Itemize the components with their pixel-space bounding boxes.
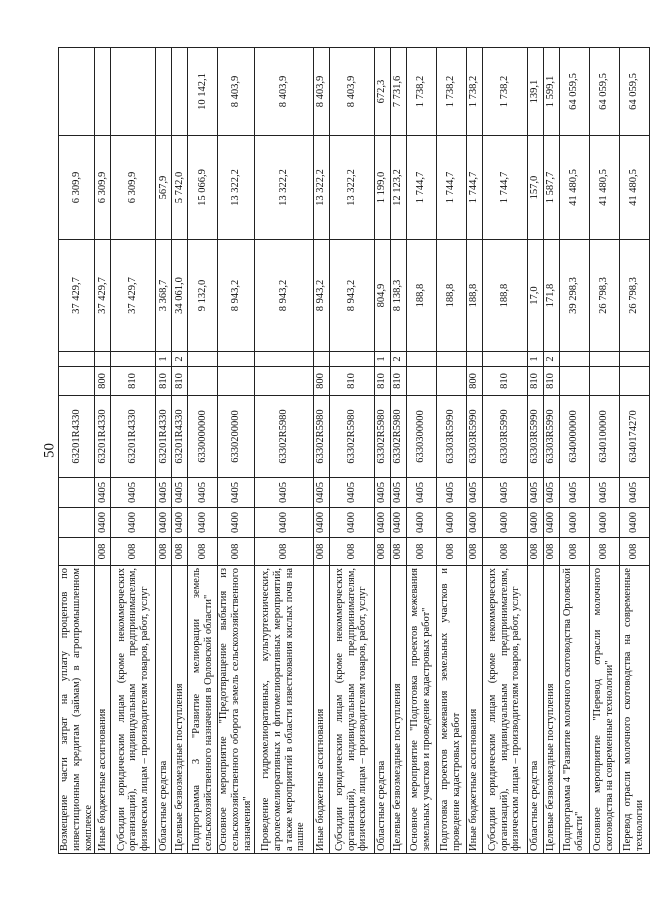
target-article-cell: 63302R5980 xyxy=(390,396,406,478)
row-name-cell: Основное мероприятие "Подготовка проектов межевания земельных участков и проведение кадастровых работ" xyxy=(406,566,436,854)
expense-type-cell: 810 xyxy=(111,367,156,396)
target-article-cell: 63303R5990 xyxy=(482,396,527,478)
target-article-cell: 63201R4330 xyxy=(111,396,156,478)
subsection-code-cell: 0405 xyxy=(589,478,619,508)
amount-year3-cell: 8 403,9 xyxy=(218,48,254,136)
expense-type-cell: 810 xyxy=(172,367,188,396)
amount-year1-cell: 39 298,3 xyxy=(559,240,589,352)
amount-year3-cell: 7 731,6 xyxy=(390,48,406,136)
funding-source-cell xyxy=(466,352,482,367)
target-article-cell: 63302R5980 xyxy=(254,396,313,478)
amount-year1-cell: 26 798,3 xyxy=(619,240,649,352)
funding-source-cell xyxy=(254,352,313,367)
amount-year2-cell: 41 480,5 xyxy=(619,136,649,240)
amount-year3-cell: 1 738,2 xyxy=(436,48,466,136)
target-article-cell: 6340100000 xyxy=(589,396,619,478)
funding-source-cell: 2 xyxy=(172,352,188,367)
ministry-code-cell: 008 xyxy=(188,538,218,566)
amount-year2-cell: 567,9 xyxy=(156,136,172,240)
section-code-cell: 0400 xyxy=(406,508,436,538)
funding-source-cell: 1 xyxy=(156,352,172,367)
table-row xyxy=(254,48,313,854)
subsection-code-cell: 0405 xyxy=(111,478,156,508)
expense-type-cell: 810 xyxy=(374,367,390,396)
ministry-code-cell: 008 xyxy=(619,538,649,566)
table-row xyxy=(95,48,111,854)
amount-year3-cell: 64 059,5 xyxy=(589,48,619,136)
target-article-cell: 6340000000 xyxy=(559,396,589,478)
subsection-code-cell: 0405 xyxy=(466,478,482,508)
table-row xyxy=(482,48,527,854)
row-name-cell: Целевые безвозмездные поступления xyxy=(543,566,559,854)
subsection-code-cell: 0405 xyxy=(313,478,329,508)
table-row xyxy=(59,48,95,854)
section-code-cell: 0400 xyxy=(95,508,111,538)
expense-type-cell: 810 xyxy=(482,367,527,396)
amount-year1-cell: 34 061,0 xyxy=(172,240,188,352)
table-row xyxy=(313,48,329,854)
row-name-cell: Областные средства xyxy=(527,566,543,854)
target-article-cell: 63303R5990 xyxy=(436,396,466,478)
subsection-code-cell: 0405 xyxy=(543,478,559,508)
ministry-code-cell: 008 xyxy=(482,538,527,566)
row-name-cell: Возмещение части затрат на уплату процентов по инвестиционным кредитам (займам) в агропромышленном комплексе xyxy=(59,566,95,854)
section-code-cell: 0400 xyxy=(527,508,543,538)
table-row xyxy=(111,48,156,854)
amount-year2-cell: 1 744,7 xyxy=(466,136,482,240)
amount-year1-cell: 8 138,3 xyxy=(390,240,406,352)
section-code-cell xyxy=(59,508,95,538)
target-article-cell: 63302R5980 xyxy=(313,396,329,478)
amount-year2-cell: 15 066,9 xyxy=(188,136,218,240)
amount-year1-cell: 188,8 xyxy=(482,240,527,352)
row-name-cell: Перевод отрасли молочного скотоводства на современные технологии xyxy=(619,566,649,854)
amount-year1-cell: 37 429,7 xyxy=(59,240,95,352)
amount-year2-cell: 41 480,5 xyxy=(589,136,619,240)
target-article-cell: 6330300000 xyxy=(406,396,436,478)
page-number: 50 xyxy=(41,443,58,458)
amount-year3-cell: 1 738,2 xyxy=(406,48,436,136)
table-row xyxy=(619,48,649,854)
amount-year3-cell xyxy=(172,48,188,136)
target-article-cell: 6330000000 xyxy=(188,396,218,478)
section-code-cell: 0400 xyxy=(156,508,172,538)
budget-table xyxy=(58,47,650,854)
expense-type-cell: 810 xyxy=(527,367,543,396)
expense-type-cell xyxy=(589,367,619,396)
subsection-code-cell: 0405 xyxy=(218,478,254,508)
amount-year1-cell: 3 368,7 xyxy=(156,240,172,352)
expense-type-cell xyxy=(406,367,436,396)
section-code-cell: 0400 xyxy=(543,508,559,538)
amount-year1-cell: 8 943,2 xyxy=(329,240,374,352)
amount-year2-cell: 1 744,7 xyxy=(482,136,527,240)
table-row xyxy=(406,48,436,854)
ministry-code-cell: 008 xyxy=(313,538,329,566)
subsection-code-cell: 0405 xyxy=(482,478,527,508)
ministry-code-cell: 008 xyxy=(374,538,390,566)
subsection-code-cell: 0405 xyxy=(559,478,589,508)
subsection-code-cell: 0405 xyxy=(619,478,649,508)
amount-year2-cell: 13 322,2 xyxy=(254,136,313,240)
ministry-code-cell: 008 xyxy=(559,538,589,566)
row-name-cell: Областные средства xyxy=(374,566,390,854)
expense-type-cell: 810 xyxy=(543,367,559,396)
amount-year2-cell: 1 744,7 xyxy=(406,136,436,240)
target-article-cell: 63303R5990 xyxy=(543,396,559,478)
expense-type-cell: 800 xyxy=(313,367,329,396)
funding-source-cell xyxy=(329,352,374,367)
amount-year1-cell: 37 429,7 xyxy=(95,240,111,352)
row-name-cell: Субсидии юридическим лицам (кроме некоммерческих организаций), индивидуальным предпринимателям, физическим лицам – производителям товаров, работ, услуг xyxy=(111,566,156,854)
row-name-cell: Целевые безвозмездные поступления xyxy=(390,566,406,854)
funding-source-cell: 1 xyxy=(527,352,543,367)
subsection-code-cell: 0405 xyxy=(95,478,111,508)
target-article-cell: 63302R5980 xyxy=(329,396,374,478)
table-row xyxy=(543,48,559,854)
ministry-code-cell: 008 xyxy=(436,538,466,566)
amount-year2-cell: 1 744,7 xyxy=(436,136,466,240)
expense-type-cell: 810 xyxy=(156,367,172,396)
table-row xyxy=(188,48,218,854)
amount-year2-cell: 13 322,2 xyxy=(313,136,329,240)
expense-type-cell: 810 xyxy=(390,367,406,396)
amount-year3-cell: 1 738,2 xyxy=(466,48,482,136)
subsection-code-cell: 0405 xyxy=(406,478,436,508)
section-code-cell: 0400 xyxy=(313,508,329,538)
subsection-code-cell: 0405 xyxy=(527,478,543,508)
row-name-cell: Иные бюджетные ассигнования xyxy=(313,566,329,854)
funding-source-cell xyxy=(482,352,527,367)
ministry-code-cell: 008 xyxy=(543,538,559,566)
table-row xyxy=(172,48,188,854)
funding-source-cell xyxy=(406,352,436,367)
funding-source-cell: 2 xyxy=(543,352,559,367)
amount-year1-cell: 26 798,3 xyxy=(589,240,619,352)
target-article-cell: 63201R4330 xyxy=(156,396,172,478)
subsection-code-cell: 0405 xyxy=(374,478,390,508)
expense-type-cell xyxy=(59,367,95,396)
target-article-cell: 6330200000 xyxy=(218,396,254,478)
target-article-cell: 63201R4330 xyxy=(172,396,188,478)
funding-source-cell: 1 xyxy=(374,352,390,367)
table-row xyxy=(156,48,172,854)
funding-source-cell xyxy=(59,352,95,367)
row-name-cell: Целевые безвозмездные поступления xyxy=(172,566,188,854)
rotated-table-container xyxy=(58,48,645,854)
table-row xyxy=(436,48,466,854)
amount-year1-cell: 8 943,2 xyxy=(254,240,313,352)
amount-year1-cell: 17,0 xyxy=(527,240,543,352)
row-name-cell: Подпрограмма 3 "Развитие мелиорации земель сельскохозяйственного назначения в Орловской области" xyxy=(188,566,218,854)
subsection-code-cell xyxy=(59,478,95,508)
ministry-code-cell: 008 xyxy=(218,538,254,566)
amount-year2-cell: 13 322,2 xyxy=(329,136,374,240)
amount-year2-cell: 157,0 xyxy=(527,136,543,240)
subsection-code-cell: 0405 xyxy=(172,478,188,508)
target-article-cell: 6340174270 xyxy=(619,396,649,478)
ministry-code-cell: 008 xyxy=(95,538,111,566)
section-code-cell: 0400 xyxy=(390,508,406,538)
subsection-code-cell: 0405 xyxy=(188,478,218,508)
target-article-cell: 63303R5990 xyxy=(466,396,482,478)
section-code-cell: 0400 xyxy=(466,508,482,538)
funding-source-cell xyxy=(589,352,619,367)
amount-year1-cell: 8 943,2 xyxy=(218,240,254,352)
amount-year2-cell: 6 309,9 xyxy=(59,136,95,240)
amount-year3-cell xyxy=(156,48,172,136)
section-code-cell: 0400 xyxy=(329,508,374,538)
table-row xyxy=(589,48,619,854)
funding-source-cell xyxy=(559,352,589,367)
table-row xyxy=(218,48,254,854)
amount-year3-cell xyxy=(111,48,156,136)
ministry-code-cell: 008 xyxy=(156,538,172,566)
subsection-code-cell: 0405 xyxy=(329,478,374,508)
row-name-cell: Подготовка проектов межевания земельных участков и проведение кадастровых работ xyxy=(436,566,466,854)
amount-year3-cell: 10 142,1 xyxy=(188,48,218,136)
expense-type-cell xyxy=(559,367,589,396)
ministry-code-cell: 008 xyxy=(466,538,482,566)
row-name-cell: Основное мероприятие "Предотвращение выбытия из сельскохозяйственного оборота земель сельскохозяйственного назначения" xyxy=(218,566,254,854)
amount-year1-cell: 188,8 xyxy=(466,240,482,352)
amount-year3-cell: 8 403,9 xyxy=(329,48,374,136)
amount-year2-cell: 1 587,7 xyxy=(543,136,559,240)
subsection-code-cell: 0405 xyxy=(254,478,313,508)
row-name-cell: Проведение гидромелиоративных, культуртехнических, агролесомелиоративных и фитомелиоративных мероприятий, а также мероприятий в области известкования кислых почв на пашне xyxy=(254,566,313,854)
amount-year2-cell: 6 309,9 xyxy=(111,136,156,240)
table-row xyxy=(374,48,390,854)
section-code-cell: 0400 xyxy=(254,508,313,538)
amount-year1-cell: 8 943,2 xyxy=(313,240,329,352)
amount-year1-cell: 9 132,0 xyxy=(188,240,218,352)
table-row xyxy=(466,48,482,854)
amount-year1-cell: 37 429,7 xyxy=(111,240,156,352)
funding-source-cell xyxy=(313,352,329,367)
ministry-code-cell: 008 xyxy=(527,538,543,566)
expense-type-cell: 810 xyxy=(329,367,374,396)
row-name-cell: Иные бюджетные ассигнования xyxy=(466,566,482,854)
amount-year3-cell: 1 599,1 xyxy=(543,48,559,136)
section-code-cell: 0400 xyxy=(619,508,649,538)
expense-type-cell xyxy=(619,367,649,396)
amount-year2-cell: 13 322,2 xyxy=(218,136,254,240)
table-row xyxy=(390,48,406,854)
row-name-cell: Иные бюджетные ассигнования xyxy=(95,566,111,854)
section-code-cell: 0400 xyxy=(436,508,466,538)
amount-year2-cell: 6 309,9 xyxy=(95,136,111,240)
subsection-code-cell: 0405 xyxy=(156,478,172,508)
amount-year1-cell: 188,8 xyxy=(436,240,466,352)
ministry-code-cell: 008 xyxy=(589,538,619,566)
ministry-code-cell: 008 xyxy=(390,538,406,566)
amount-year3-cell: 64 059,5 xyxy=(619,48,649,136)
ministry-code-cell: 008 xyxy=(406,538,436,566)
funding-source-cell xyxy=(436,352,466,367)
expense-type-cell xyxy=(188,367,218,396)
funding-source-cell xyxy=(188,352,218,367)
target-article-cell: 63302R5980 xyxy=(374,396,390,478)
amount-year3-cell xyxy=(95,48,111,136)
ministry-code-cell: 008 xyxy=(172,538,188,566)
table-row xyxy=(559,48,589,854)
expense-type-cell xyxy=(436,367,466,396)
funding-source-cell xyxy=(95,352,111,367)
section-code-cell: 0400 xyxy=(374,508,390,538)
amount-year1-cell: 188,8 xyxy=(406,240,436,352)
expense-type-cell xyxy=(218,367,254,396)
target-article-cell: 63303R5990 xyxy=(527,396,543,478)
row-name-cell: Подпрограмма 4 "Развитие молочного скотоводства Орловской области" xyxy=(559,566,589,854)
funding-source-cell xyxy=(218,352,254,367)
amount-year3-cell: 1 738,2 xyxy=(482,48,527,136)
amount-year3-cell: 8 403,9 xyxy=(254,48,313,136)
amount-year3-cell: 64 059,5 xyxy=(559,48,589,136)
section-code-cell: 0400 xyxy=(111,508,156,538)
target-article-cell: 63201R4330 xyxy=(95,396,111,478)
amount-year3-cell: 8 403,9 xyxy=(313,48,329,136)
expense-type-cell: 800 xyxy=(466,367,482,396)
amount-year2-cell: 5 742,0 xyxy=(172,136,188,240)
row-name-cell: Субсидии юридическим лицам (кроме некоммерческих организаций), индивидуальным предпринимателям, физическим лицам – производителям товаров, работ, услуг xyxy=(329,566,374,854)
section-code-cell: 0400 xyxy=(218,508,254,538)
subsection-code-cell: 0405 xyxy=(390,478,406,508)
amount-year3-cell xyxy=(59,48,95,136)
budget-table-sheet xyxy=(58,48,645,854)
funding-source-cell: 2 xyxy=(390,352,406,367)
funding-source-cell xyxy=(619,352,649,367)
amount-year2-cell: 12 123,2 xyxy=(390,136,406,240)
section-code-cell: 0400 xyxy=(589,508,619,538)
expense-type-cell xyxy=(254,367,313,396)
amount-year3-cell: 139,1 xyxy=(527,48,543,136)
section-code-cell: 0400 xyxy=(482,508,527,538)
amount-year2-cell: 41 480,5 xyxy=(559,136,589,240)
ministry-code-cell: 008 xyxy=(254,538,313,566)
section-code-cell: 0400 xyxy=(559,508,589,538)
ministry-code-cell: 008 xyxy=(111,538,156,566)
section-code-cell: 0400 xyxy=(188,508,218,538)
funding-source-cell xyxy=(111,352,156,367)
amount-year1-cell: 171,8 xyxy=(543,240,559,352)
amount-year3-cell: 672,3 xyxy=(374,48,390,136)
expense-type-cell: 800 xyxy=(95,367,111,396)
ministry-code-cell: 008 xyxy=(329,538,374,566)
row-name-cell: Областные средства xyxy=(156,566,172,854)
row-name-cell: Основное мероприятие "Перевод отрасли молочного скотоводства на современные технологии" xyxy=(589,566,619,854)
ministry-code-cell xyxy=(59,538,95,566)
section-code-cell: 0400 xyxy=(172,508,188,538)
amount-year2-cell: 1 199,0 xyxy=(374,136,390,240)
subsection-code-cell: 0405 xyxy=(436,478,466,508)
table-row xyxy=(329,48,374,854)
amount-year1-cell: 804,9 xyxy=(374,240,390,352)
row-name-cell: Субсидии юридическим лицам (кроме некоммерческих организаций), индивидуальным предпринимателям, физическим лицам – производителям товаров, работ, услуг xyxy=(482,566,527,854)
table-row xyxy=(527,48,543,854)
target-article-cell: 63201R4330 xyxy=(59,396,95,478)
